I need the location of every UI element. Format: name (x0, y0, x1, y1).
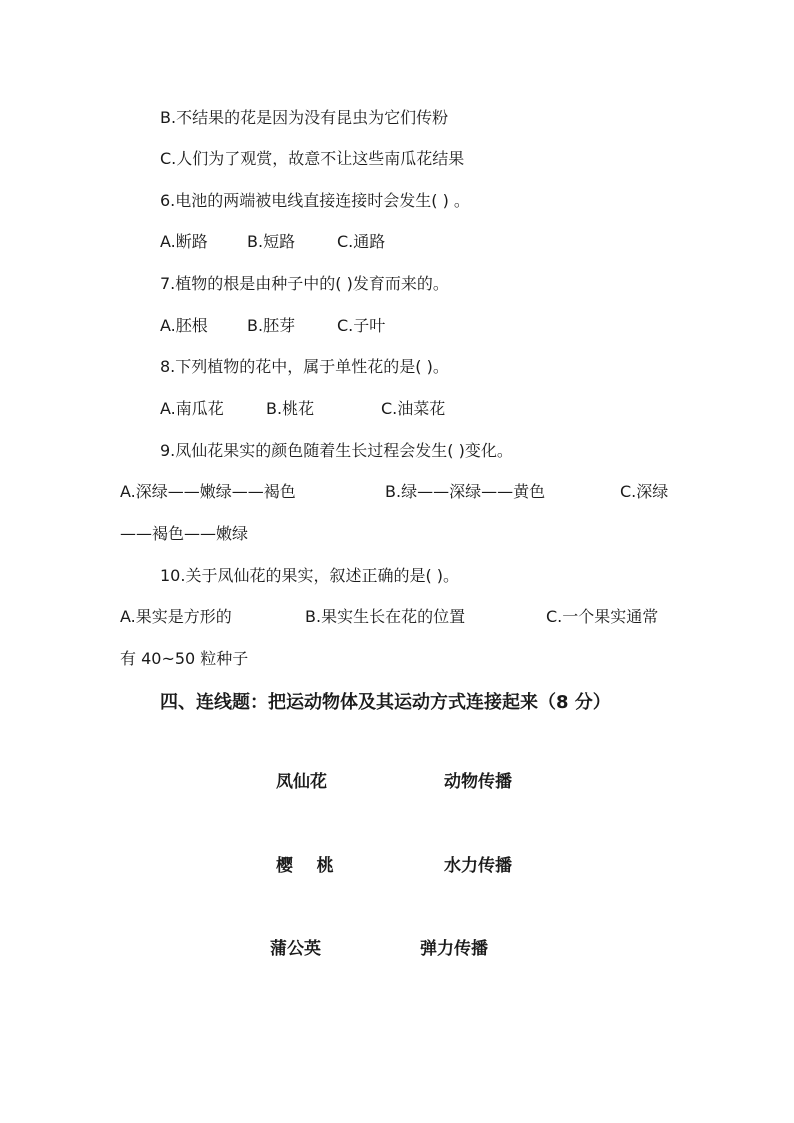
q7-option-a: A.胚根 (160, 316, 208, 335)
match-right-item-2: 水力传播 (444, 856, 512, 876)
match-right-item-1: 动物传播 (444, 772, 512, 792)
q5-option-c: C.人们为了观赏，故意不让这些南瓜花结果 (160, 149, 465, 168)
q7-option-c: C.子叶 (337, 316, 386, 335)
q6-option-b: B.短路 (247, 232, 296, 251)
q5-option-b: B.不结果的花是因为没有昆虫为它们传粉 (160, 108, 449, 127)
q10-option-c-continuation: 有 40~50 粒种子 (120, 649, 249, 668)
q6-stem: 6.电池的两端被电线直接连接时会发生( ) 。 (160, 191, 470, 210)
q9-option-b: B.绿——深绿——黄色 (385, 482, 546, 501)
q8-option-c: C.油菜花 (381, 399, 446, 418)
q10-option-b: B.果实生长在花的位置 (305, 607, 466, 626)
q9-option-c: C.深绿 (620, 482, 669, 501)
match-right-item-3: 弹力传播 (420, 939, 488, 959)
match-left-item-3: 蒲公英 (270, 939, 321, 959)
q8-stem: 8.下列植物的花中，属于单性花的是( )。 (160, 357, 449, 376)
q9-option-a: A.深绿——嫩绿——褐色 (120, 482, 296, 501)
match-left-item-2: 樱 桃 (276, 856, 334, 876)
q10-option-a: A.果实是方形的 (120, 607, 232, 626)
section-4-heading: 四、连线题：把运动物体及其运动方式连接起来（8 分） (160, 692, 611, 713)
q9-stem: 9.凤仙花果实的颜色随着生长过程会发生( )变化。 (160, 441, 513, 460)
q10-stem: 10.关于凤仙花的果实，叙述正确的是( )。 (160, 566, 460, 585)
q9-option-c-continuation: ——褐色——嫩绿 (120, 524, 249, 543)
q6-option-a: A.断路 (160, 232, 208, 251)
q8-option-a: A.南瓜花 (160, 399, 224, 418)
match-left-item-1: 凤仙花 (276, 772, 327, 792)
q6-option-c: C.通路 (337, 232, 386, 251)
q8-option-b: B.桃花 (266, 399, 315, 418)
q10-option-c: C.一个果实通常 (546, 607, 659, 626)
q7-stem: 7.植物的根是由种子中的( )发育而来的。 (160, 274, 449, 293)
q7-option-b: B.胚芽 (247, 316, 296, 335)
